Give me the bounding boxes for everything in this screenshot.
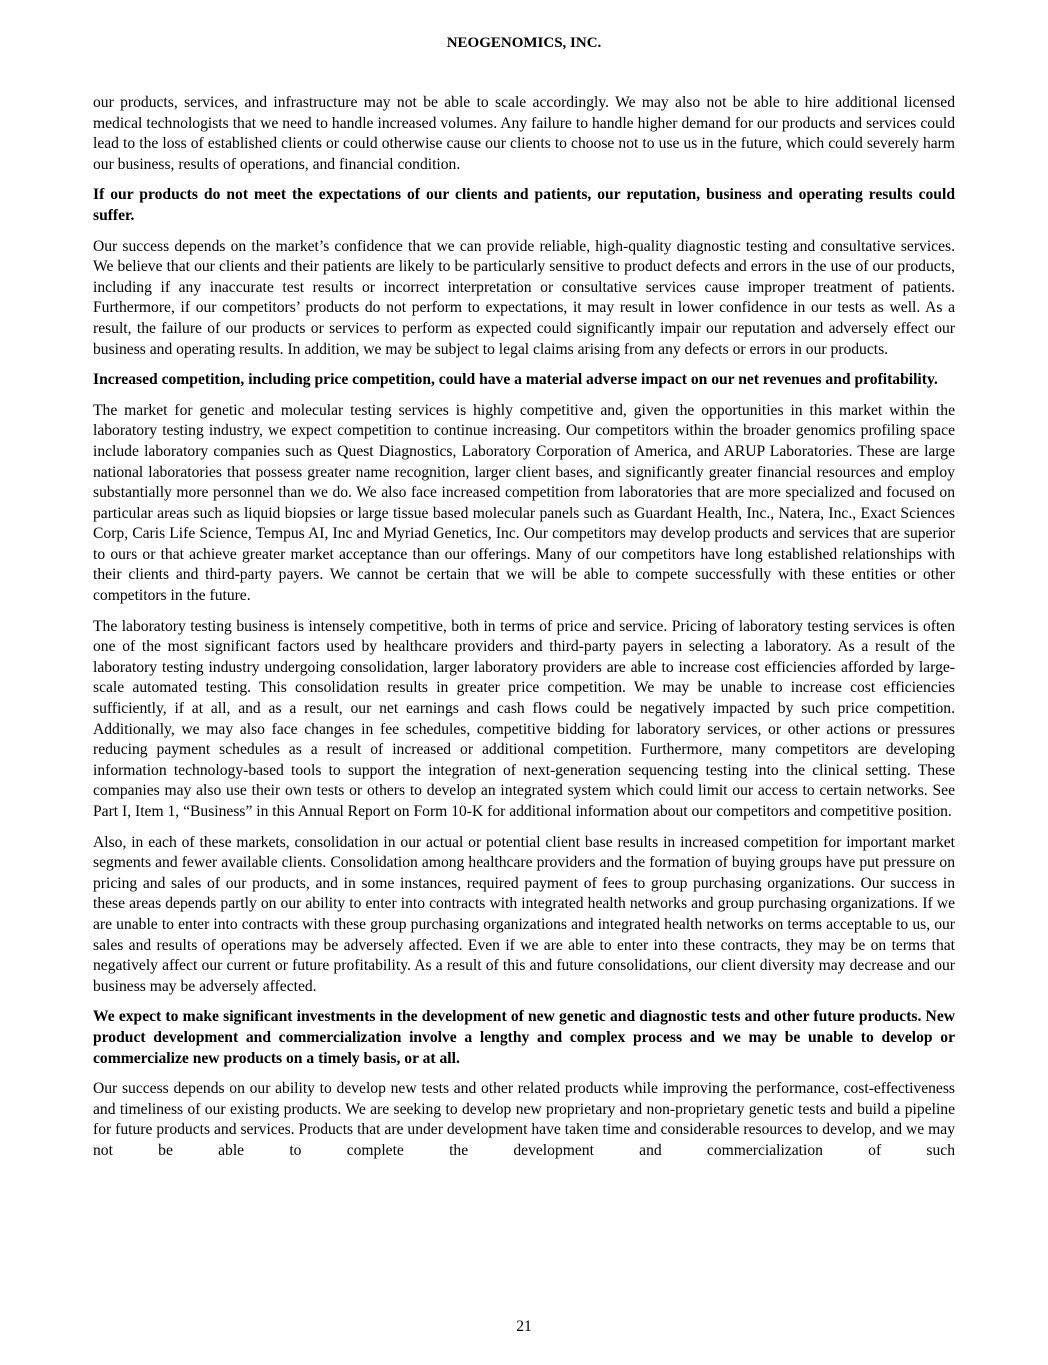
- body-paragraph: The market for genetic and molecular testing services is highly competitive and, given the opportunities in this market within the laboratory testing industry, we expect competition to continue increasing. Our competitors within the broader genomics profiling space include laboratory companies such as Quest Diagnostics, Laboratory Corporation of America, and ARUP Laboratories. These are large national laboratories that possess greater name recognition, larger client bases, and significantly greater financial resources and employ substantially more personnel than we do. We also face increased competition from laboratories that are more specialized and focused on particular areas such as liquid biopsies or large tissue based molecular panels such as Guardant Health, Inc., Natera, Inc., Exact Sciences Corp, Caris Life Science, Tempus AI, Inc and Myriad Genetics, Inc. Our competitors may develop products and services that are superior to ours or that achieve greater market acceptance than our offerings. Many of our competitors have long established relationships with their clients and third-party payers. We cannot be certain that we will be able to compete successfully with these entities or other competitors in the future.: [93, 401, 955, 605]
- body-paragraph: Our success depends on the market’s confidence that we can provide reliable, high-quality diagnostic testing and consultative services. We believe that our clients and their patients are likely to be particularly sensitive to product defects and errors in the use of our products, including if any inaccurate test results or incorrect interpretation or consultative services cause improper treatment of patients. Furthermore, if our competitors’ products do not perform to expectations, it may result in lower confidence in our tests as well. As a result, the failure of our products or services to perform as expected could significantly impair our reputation and adversely effect our business and operating results. In addition, we may be subject to legal claims arising from any defects or errors in our products.: [93, 237, 955, 358]
- document-body: [93, 93, 955, 1172]
- body-paragraph: our products, services, and infrastructure may not be able to scale accordingly. We may also not be able to hire additional licensed medical technologists that we need to handle increased volumes. Any failure to handle higher demand for our products and services could lead to the loss of established clients or could otherwise cause our clients to choose not to use us in the future, which could severely harm our business, results of operations, and financial condition.: [93, 94, 955, 173]
- risk-factor-heading: If our products do not meet the expectations of our clients and patients, our reputation, business and operating results could suffer.: [93, 186, 955, 224]
- body-paragraph: Also, in each of these markets, consolidation in our actual or potential client base results in increased competition for important market segments and fewer available clients. Consolidation among healthcare providers and the formation of buying groups have put pressure on pricing and sales of our products, and in some instances, required payment of fees to group purchasing organizations. Our success in these areas depends partly on our ability to enter into contracts with integrated health networks and group purchasing organizations. If we are unable to enter into contracts with these group purchasing organizations and integrated health networks on terms acceptable to us, our sales and results of operations may be adversely affected. Even if we are able to enter into these contracts, they may be on terms that negatively affect our current or future profitability. As a result of this and future consolidations, our client diversity may decrease and our business may be adversely affected.: [93, 833, 955, 995]
- running-header: NEOGENOMICS, INC.: [446, 35, 602, 51]
- page-number: 21: [516, 1318, 532, 1335]
- body-paragraph: The laboratory testing business is intensely competitive, both in terms of price and service. Pricing of laboratory testing services is often one of the most significant factors used by healthcare providers and third-party payers in selecting a laboratory. As a result of the laboratory testing industry undergoing consolidation, larger laboratory providers are able to increase cost efficiencies afforded by large-scale automated testing. This consolidation results in greater price competition. We may be unable to increase cost efficiencies sufficiently, if at all, and as a result, our net earnings and cash flows could be negatively impacted by such price competition. Additionally, we may also face changes in fee schedules, competitive bidding for laboratory services, or other actions or pressures reducing payment schedules as a result of increased or additional competition. Furthermore, many competitors are developing information technology-based tools to support the integration of next-generation sequencing testing into the clinical setting. These companies may also use their own tests or others to develop an integrated system which could limit our access to certain networks. See Part I, Item 1, “Business” in this Annual Report on Form 10-K for additional information about our competitors and competitive position.: [93, 617, 955, 820]
- body-paragraph: Our success depends on our ability to develop new tests and other related products while improving the performance, cost-effectiveness and timeliness of our existing products. We are seeking to develop new proprietary and non-proprietary genetic tests and build a pipeline for future products and services. Products that are under development have taken time and considerable resources to develop, and we may not be able to complete the development and commercialization of such: [93, 1080, 955, 1159]
- risk-factor-heading: Increased competition, including price competition, could have a material adverse impact on our net revenues and profitability.: [93, 371, 938, 389]
- risk-factor-heading: We expect to make significant investments in the development of new genetic and diagnostic tests and other future products. New product development and commercialization involve a lengthy and complex process and we may be unable to develop or commercialize new products on a timely basis, or at all.: [93, 1008, 955, 1067]
